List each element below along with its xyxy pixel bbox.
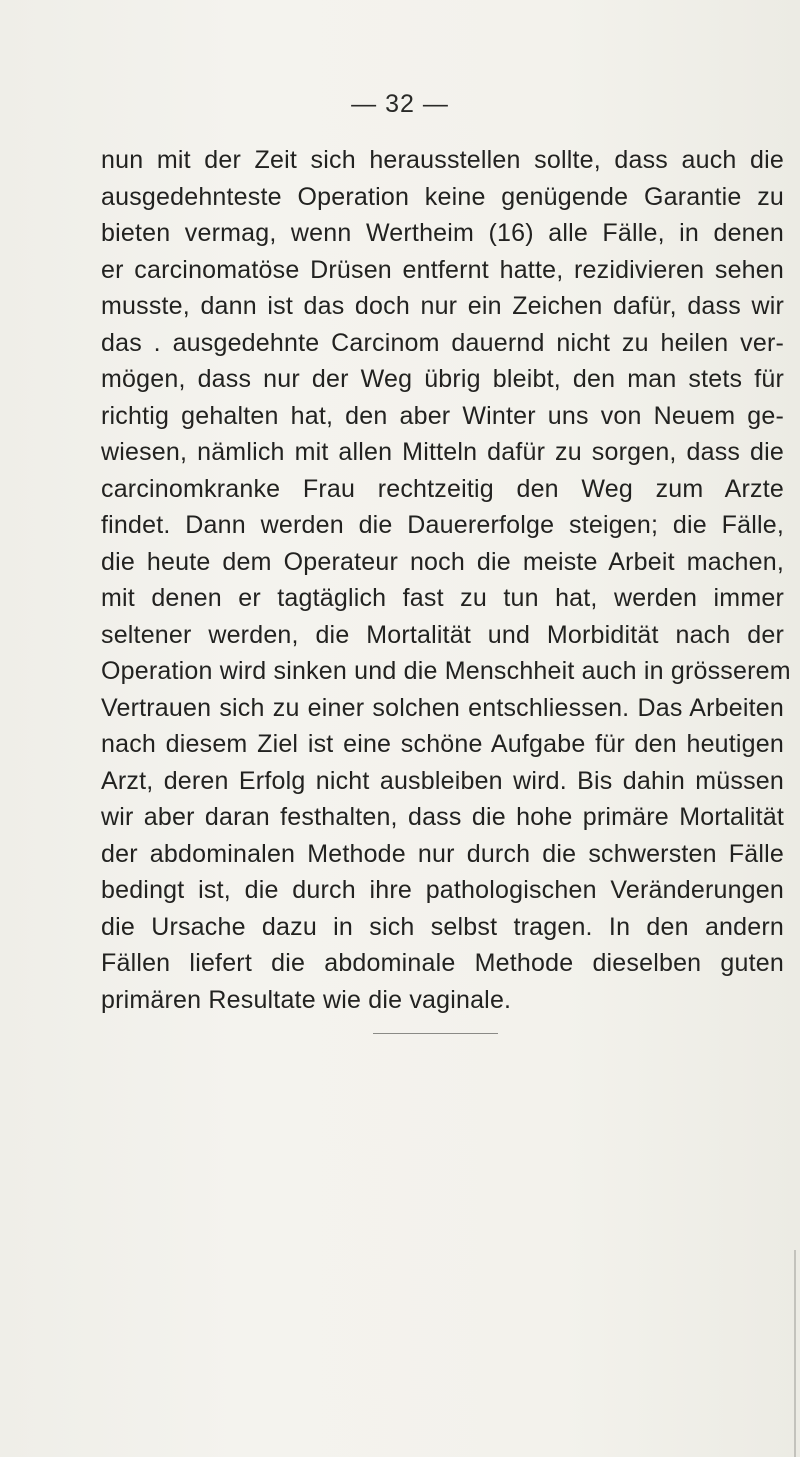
text-line: Operation wird sinken und die Menschheit auch in grösserem xyxy=(101,657,791,685)
text-line: bedingt ist, die durch ihre pathologischen Veränderungen xyxy=(101,876,784,904)
text-line: wiesen, nämlich mit allen Mitteln dafür zu sorgen, dass die xyxy=(101,438,784,466)
text-line: das . ausgedehnte Carcinom dauernd nicht zu heilen ver- xyxy=(101,328,784,357)
text-line: seltener werden, die Mortalität und Morbidität nach der xyxy=(101,620,784,649)
text-line: Vertrauen sich zu einer solchen entschliessen. Das Arbeiten xyxy=(101,693,784,722)
text-line: nach diesem Ziel ist eine schöne Aufgabe für den heutigen xyxy=(101,730,784,758)
text-line: primären Resultate wie die vaginale. xyxy=(101,985,512,1014)
text-line: findet. Dann werden die Dauererfolge steigen; die Fälle, xyxy=(101,511,784,539)
text-line: mögen, dass nur der Weg übrig bleibt, den man stets für xyxy=(101,365,784,393)
text-line: die heute dem Operateur noch die meiste Arbeit machen, xyxy=(101,547,784,576)
body-paragraph xyxy=(101,142,791,1018)
page-number: — 32 — xyxy=(351,90,449,118)
text-line: mit denen er tagtäglich fast zu tun hat, werden immer xyxy=(101,584,784,612)
text-line: richtig gehalten hat, den aber Winter uns von Neuem ge- xyxy=(101,401,784,430)
text-line: Fällen liefert die abdominale Methode dieselben guten xyxy=(101,949,784,977)
text-line: musste, dann ist das doch nur ein Zeichen dafür, dass wir xyxy=(101,292,784,320)
text-line: carcinomkranke Frau rechtzeitig den Weg zum Arzte xyxy=(101,474,784,503)
text-line: wir aber daran festhalten, dass die hohe primäre Mortalität xyxy=(101,803,784,831)
text-line: bieten vermag, wenn Wertheim (16) alle Fälle, in denen xyxy=(101,219,784,247)
text-line: er carcinomatöse Drüsen entfernt hatte, rezidivieren sehen xyxy=(101,255,784,284)
text-line: ausgedehnteste Operation keine genügende Garantie zu xyxy=(101,182,784,211)
text-line: nun mit der Zeit sich herausstellen sollte, dass auch die xyxy=(101,146,784,174)
section-divider xyxy=(373,1033,498,1034)
text-line: der abdominalen Methode nur durch die schwersten Fälle xyxy=(101,839,784,868)
text-line: Arzt, deren Erfolg nicht ausbleiben wird. Bis dahin müssen xyxy=(101,766,784,795)
page-edge-shadow xyxy=(794,1250,796,1457)
text-line: die Ursache dazu in sich selbst tragen. In den andern xyxy=(101,912,784,941)
